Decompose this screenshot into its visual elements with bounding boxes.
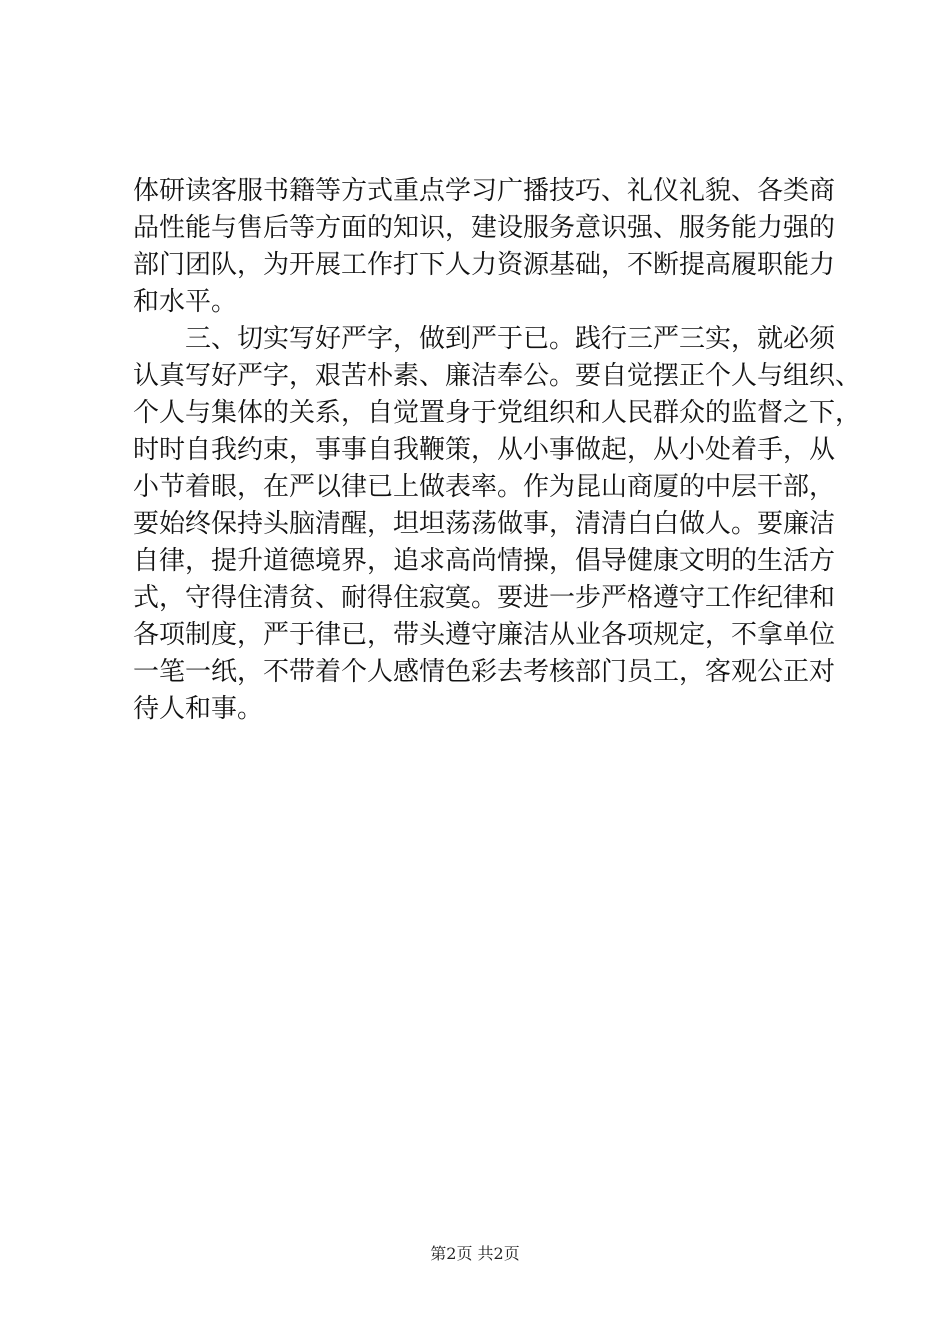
text-line: 式，守得住清贫、耐得住寂寞。要进一步严格遵守工作纪律和	[133, 583, 836, 613]
text-line: 三、切实写好严字，做到严于已。践行三严三实，就必须	[185, 324, 836, 354]
text-line: 个人与集体的关系，自觉置身于党组织和人民群众的监督之下，	[133, 398, 862, 428]
text-line: 自律，提升道德境界，追求高尚情操，倡导健康文明的生活方	[133, 546, 836, 576]
text-line: 认真写好严字，艰苦朴素、廉洁奉公。要自觉摆正个人与组织、	[133, 361, 862, 391]
text-line: 一笔一纸，不带着个人感情色彩去考核部门员工，客观公正对	[133, 657, 836, 687]
paragraph-2	[133, 321, 862, 728]
text-line: 部门团队，为开展工作打下人力资源基础，不断提高履职能力	[133, 250, 836, 280]
text-line: 时时自我约束，事事自我鞭策，从小事做起，从小处着手，从	[133, 435, 836, 465]
text-line: 体研读客服书籍等方式重点学习广播技巧、礼仪礼貌、各类商	[133, 176, 836, 206]
page-number: 第2页 共2页	[430, 1244, 520, 1263]
text-line: 小节着眼，在严以律已上做表率。作为昆山商厦的中层干部，	[133, 472, 836, 502]
text-line: 和水平。	[133, 287, 238, 317]
page-footer	[0, 1243, 950, 1265]
text-line: 品性能与售后等方面的知识，建设服务意识强、服务能力强的	[133, 213, 836, 243]
text-line: 要始终保持头脑清醒，坦坦荡荡做事，清清白白做人。要廉洁	[133, 509, 836, 539]
text-line: 各项制度，严于律已，带头遵守廉洁从业各项规定，不拿单位	[133, 620, 836, 650]
text-line: 待人和事。	[133, 694, 264, 724]
document-body	[133, 173, 862, 728]
paragraph-1	[133, 173, 836, 321]
